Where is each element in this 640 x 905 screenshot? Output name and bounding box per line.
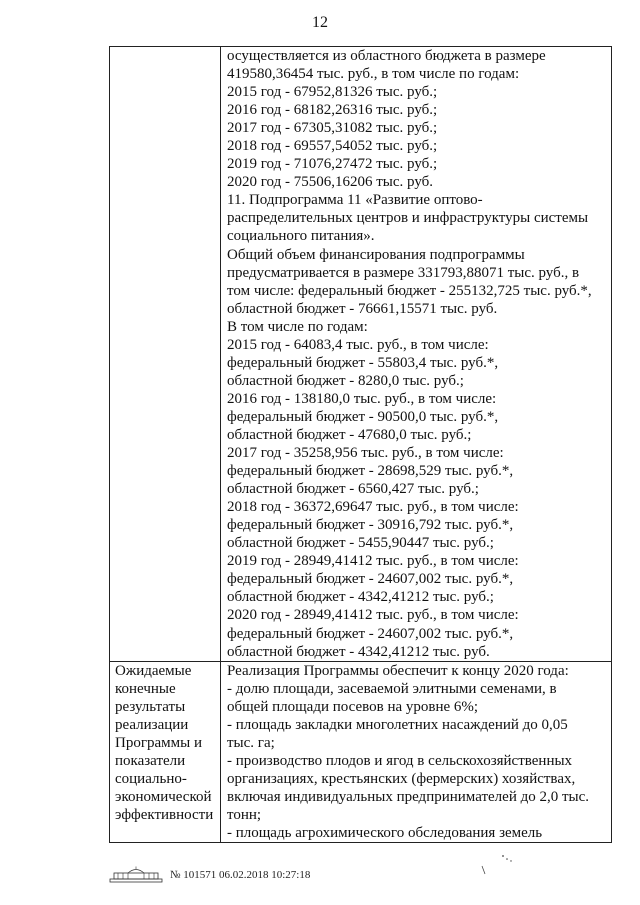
label-line: экономической	[115, 788, 212, 805]
text-line: - площадь агрохимического обследования земель	[227, 825, 543, 842]
text-line: федеральный бюджет - 90500,0 тыс. руб.*,	[227, 408, 499, 425]
text-line: том числе: федеральный бюджет - 255132,725 тыс. руб.*,	[227, 282, 592, 299]
text-line: федеральный бюджет - 24607,002 тыс. руб.*,	[227, 625, 514, 642]
text-line: областной бюджет - 47680,0 тыс. руб.;	[227, 426, 472, 443]
label-line: результаты	[115, 698, 186, 715]
text-line: 2019 год - 28949,41412 тыс. руб., в том числе:	[227, 553, 519, 570]
text-line: Реализация Программы обеспечит к концу 2020 года:	[227, 662, 569, 679]
text-line: областной бюджет - 4342,41212 тыс. руб.;	[227, 589, 494, 606]
page-number: 12	[312, 14, 328, 31]
text-line: 2016 год - 68182,26316 тыс. руб.;	[227, 102, 438, 119]
text-line: - производство плодов и ягод в сельскохозяйственных	[227, 752, 573, 769]
text-line: тыс. га;	[227, 734, 275, 751]
text-line: организациях, крестьянских (фермерских) хозяйствах,	[227, 770, 576, 787]
text-line: распределительных центров и инфраструктуры системы	[227, 210, 589, 227]
text-line: 2017 год - 67305,31082 тыс. руб.;	[227, 120, 438, 137]
text-line: федеральный бюджет - 30916,792 тыс. руб.*,	[227, 517, 514, 534]
label-line: Программы и	[115, 734, 202, 751]
row2-content-cell	[221, 661, 612, 842]
text-line: включая индивидуальных предпринимателей до 2,0 тыс.	[227, 788, 590, 805]
text-line: областной бюджет - 76661,15571 тыс. руб.	[227, 300, 498, 317]
pen-mark-icon	[478, 850, 518, 880]
program-passport-table	[109, 46, 612, 843]
text-line: 11. Подпрограмма 11 «Развитие оптово-	[227, 192, 483, 209]
label-line: социально-	[115, 770, 187, 787]
text-line: тонн;	[227, 806, 262, 823]
label-line: конечные	[115, 680, 176, 697]
text-line: 2017 год - 35258,956 тыс. руб., в том числе:	[227, 445, 504, 462]
text-line: предусматривается в размере 331793,88071 тыс. руб., в	[227, 264, 580, 281]
text-line: 2020 год - 28949,41412 тыс. руб., в том числе:	[227, 607, 519, 624]
parliament-building-icon	[108, 866, 164, 884]
text-line: 2016 год - 138180,0 тыс. руб., в том числе:	[227, 390, 497, 407]
text-line: федеральный бюджет - 28698,529 тыс. руб.*,	[227, 463, 514, 480]
row1-content-cell	[221, 47, 612, 662]
label-line: эффективности	[115, 806, 214, 823]
text-line: 2018 год - 36372,69647 тыс. руб., в том числе:	[227, 499, 519, 516]
text-line: социального питания».	[227, 228, 375, 245]
text-line: общей площади посевов на уровне 6%;	[227, 698, 479, 715]
text-line: В том числе по годам:	[227, 318, 368, 335]
text-line: областной бюджет - 4342,41212 тыс. руб.	[227, 643, 490, 660]
text-line: федеральный бюджет - 24607,002 тыс. руб.*,	[227, 571, 514, 588]
row1-label-cell	[110, 47, 221, 662]
text-line: 2015 год - 64083,4 тыс. руб., в том числе:	[227, 336, 489, 353]
row2-label-cell	[110, 661, 221, 842]
text-line: областной бюджет - 8280,0 тыс. руб.;	[227, 372, 464, 389]
text-line: 419580,36454 тыс. руб., в том числе по годам:	[227, 66, 520, 83]
document-footer	[108, 866, 310, 884]
text-line: осуществляется из областного бюджета в размере	[227, 48, 546, 64]
text-line: областной бюджет - 5455,90447 тыс. руб.;	[227, 535, 494, 552]
text-line: 2020 год - 75506,16206 тыс. руб.	[227, 174, 434, 191]
text-line: Общий объем финансирования подпрограммы	[227, 246, 525, 263]
text-line: 2015 год - 67952,81326 тыс. руб.;	[227, 84, 438, 101]
table-row	[110, 47, 612, 662]
label-line: реализации	[115, 716, 189, 733]
table-row	[110, 661, 612, 842]
text-line: - площадь закладки многолетних насаждений до 0,05	[227, 716, 568, 733]
label-line: Ожидаемые	[115, 662, 192, 679]
text-line: 2018 год - 69557,54052 тыс. руб.;	[227, 138, 438, 155]
text-line: 2019 год - 71076,27472 тыс. руб.;	[227, 156, 438, 173]
text-line: федеральный бюджет - 55803,4 тыс. руб.*,	[227, 354, 499, 371]
text-line: областной бюджет - 6560,427 тыс. руб.;	[227, 481, 479, 498]
text-line: - долю площади, засеваемой элитными семенами, в	[227, 680, 557, 697]
registration-number: № 101571 06.02.2018 10:27:18	[170, 869, 311, 881]
label-line: показатели	[115, 752, 186, 769]
